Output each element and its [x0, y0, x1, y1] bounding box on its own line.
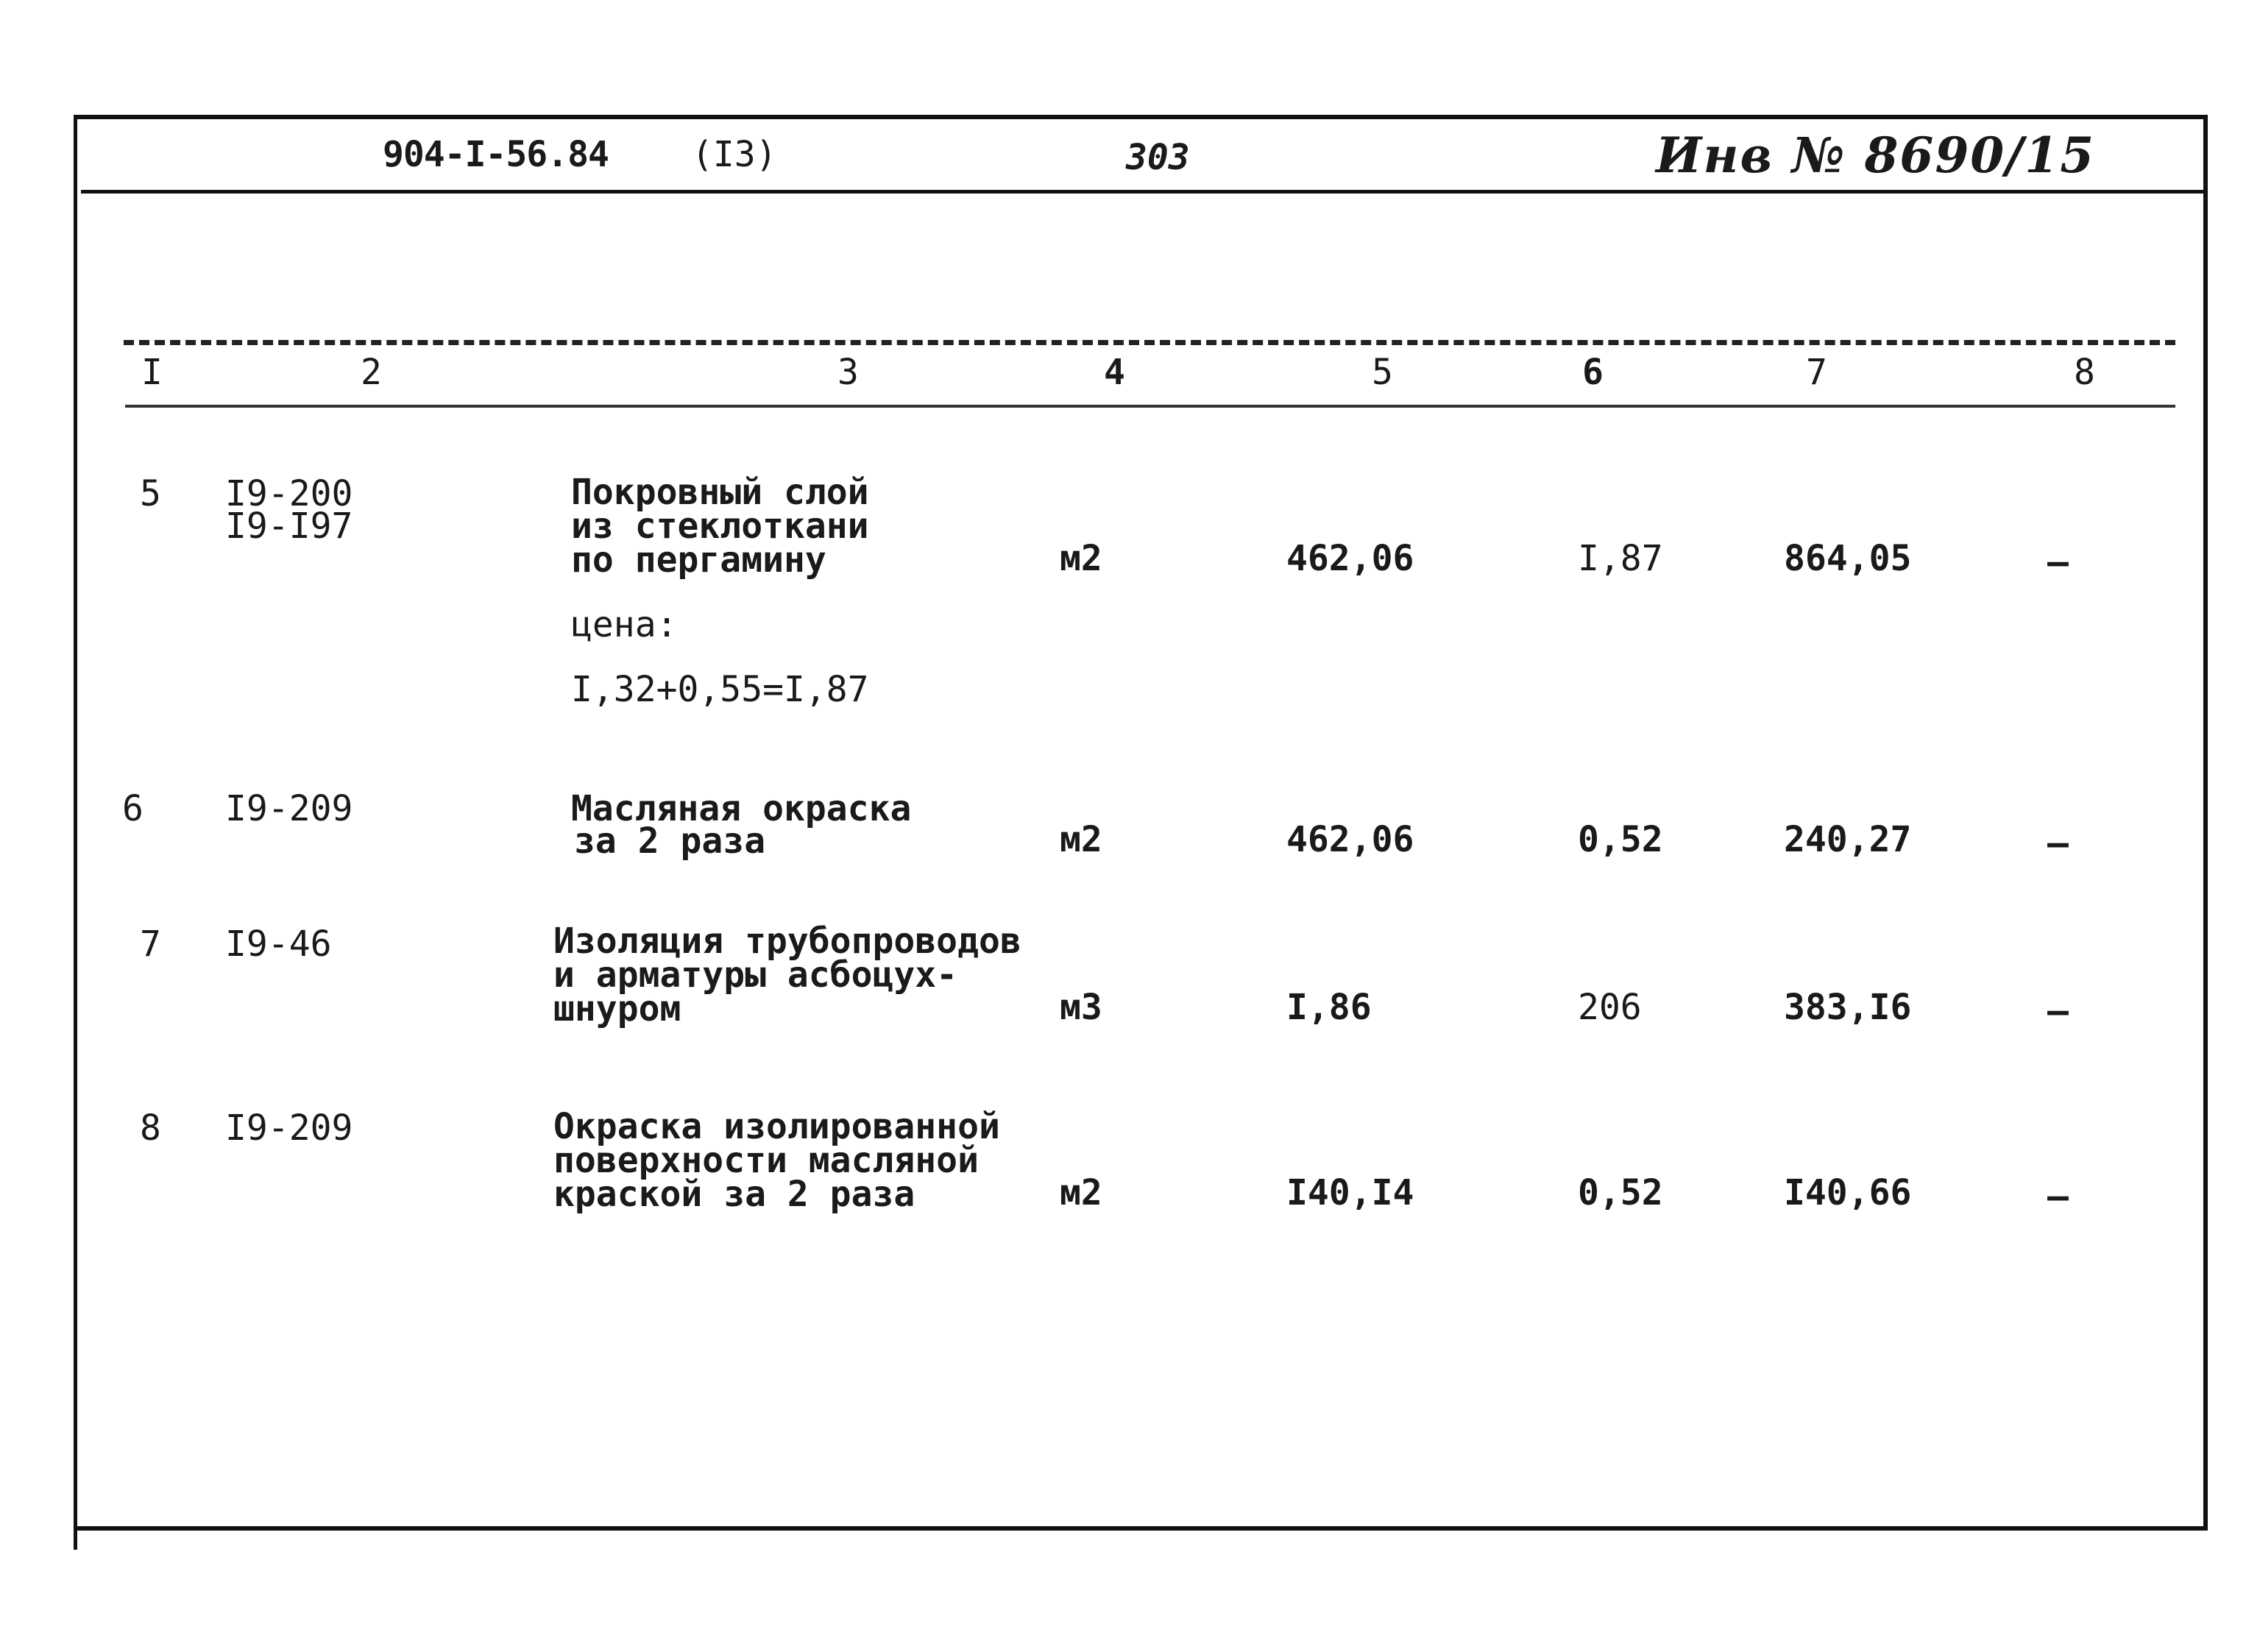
quantity: I40,I4 — [1286, 1172, 1414, 1213]
table-head-top-rule — [124, 340, 2175, 345]
norm-code: I9-200 — [225, 473, 353, 514]
column-8-dash: – — [2047, 542, 2069, 583]
work-description-line: по пергамину — [571, 539, 826, 581]
unit: м2 — [1060, 819, 1102, 860]
work-description-line: Покровный слой — [571, 472, 869, 513]
frame-bottom-border — [74, 1526, 2208, 1531]
work-description-line: краской за 2 раза — [553, 1174, 915, 1215]
total-cost: 864,05 — [1784, 538, 1912, 579]
column-number-8: 8 — [2074, 352, 2095, 393]
row-number: 5 — [140, 473, 161, 514]
work-description-line: шнуром — [553, 988, 681, 1029]
quantity: 462,06 — [1286, 538, 1414, 579]
quantity: 462,06 — [1286, 819, 1414, 860]
column-8-dash: – — [2047, 823, 2069, 864]
quantity: I,86 — [1286, 987, 1372, 1028]
work-description-line: из стеклоткани — [571, 506, 869, 547]
row-number: 7 — [140, 924, 161, 965]
frame-right-border — [2203, 115, 2208, 1531]
unit: м3 — [1060, 987, 1102, 1028]
column-8-dash: – — [2047, 1176, 2069, 1217]
norm-code: I9-I97 — [225, 506, 353, 547]
norm-code: I9-209 — [225, 788, 353, 829]
header-rule — [81, 190, 2206, 194]
price-formula: I,32+0,55=I,87 — [571, 669, 869, 710]
unit-price: I,87 — [1578, 538, 1663, 579]
work-description-line: Окраска изолированной — [553, 1106, 1000, 1147]
work-description-line: Изоляция трубопроводов — [553, 921, 1021, 962]
column-number-3: 3 — [837, 352, 859, 393]
total-cost: I40,66 — [1784, 1172, 1912, 1213]
unit-price: 206 — [1578, 987, 1642, 1028]
column-number-7: 7 — [1806, 352, 1827, 393]
work-description-line: Масляная окраска — [571, 788, 912, 829]
table-head-bottom-rule — [125, 405, 2175, 408]
work-description-line: поверхности масляной — [553, 1140, 979, 1181]
unit-price: 0,52 — [1578, 1172, 1663, 1213]
column-number-1: I — [141, 352, 163, 393]
work-description-line: и арматуры асбоцух- — [553, 954, 958, 996]
norm-code: I9-46 — [225, 924, 332, 965]
column-8-dash: – — [2047, 990, 2069, 1032]
row-number: 8 — [140, 1107, 161, 1149]
document-code: 904-I-56.84 — [383, 134, 609, 175]
column-number-4: 4 — [1104, 352, 1125, 393]
unit: м2 — [1060, 1172, 1102, 1213]
frame-top-border — [77, 115, 2208, 119]
row-number: 6 — [122, 788, 144, 829]
unit: м2 — [1060, 538, 1102, 579]
work-description-line: за 2 раза — [574, 820, 766, 862]
unit-price: 0,52 — [1578, 819, 1663, 860]
column-number-5: 5 — [1372, 352, 1393, 393]
column-number-2: 2 — [361, 352, 382, 393]
total-cost: 240,27 — [1784, 819, 1912, 860]
inventory-number: Инв № 8690/15 — [1656, 127, 2096, 184]
norm-code: I9-209 — [225, 1107, 353, 1149]
total-cost: 383,I6 — [1784, 987, 1912, 1028]
sheet-number: (I3) — [692, 134, 777, 175]
price-label: цена: — [571, 604, 678, 645]
column-number-6: 6 — [1582, 352, 1604, 393]
frame-left-border — [74, 115, 77, 1550]
page-number: 303 — [1126, 137, 1190, 178]
